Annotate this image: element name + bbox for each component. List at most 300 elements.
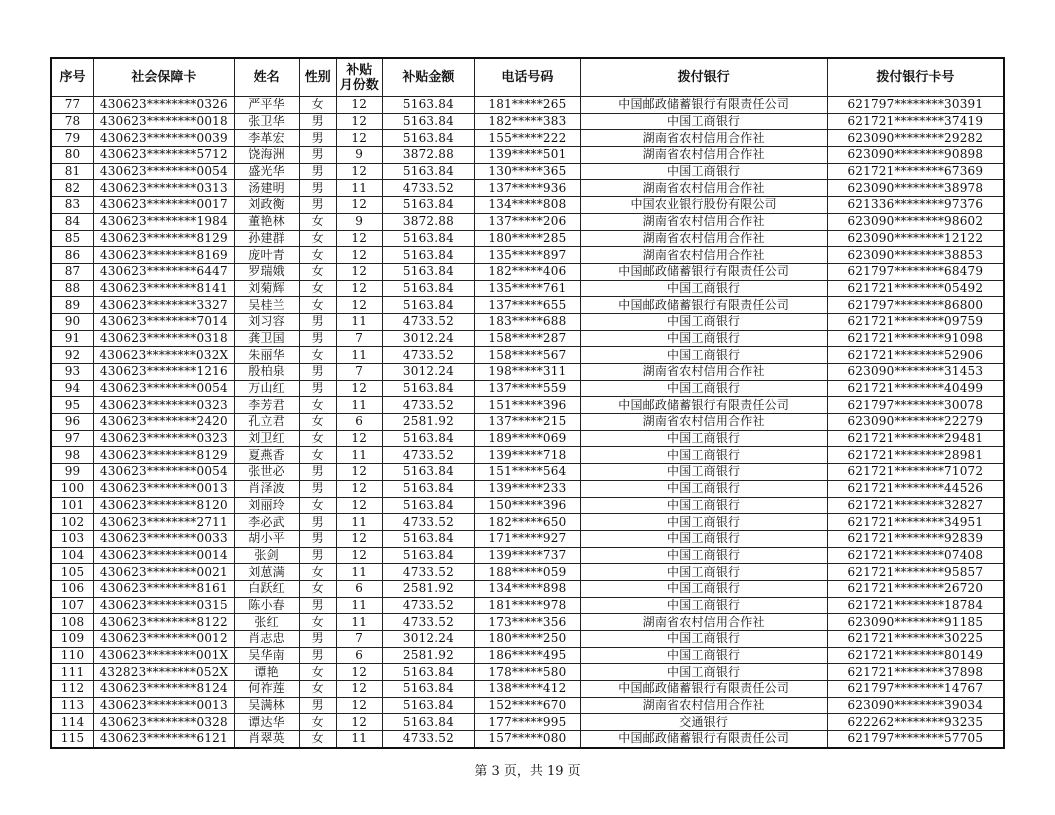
cell-social-security-card: 430623********8141 <box>94 280 235 297</box>
cell-seq: 111 <box>51 664 94 681</box>
cell-amount: 5163.84 <box>382 247 475 264</box>
table-row <box>51 180 1004 197</box>
cell-bank: 中国工商银行 <box>580 631 827 648</box>
cell-amount: 5163.84 <box>382 430 475 447</box>
cell-months: 11 <box>336 614 382 631</box>
cell-name: 张剑 <box>234 547 299 564</box>
cell-months: 12 <box>336 247 382 264</box>
header-bank: 拨付银行 <box>580 58 827 97</box>
cell-bank: 湖南省农村信用合作社 <box>580 697 827 714</box>
cell-seq: 87 <box>51 263 94 280</box>
table-row <box>51 514 1004 531</box>
table-row <box>51 647 1004 664</box>
cell-bank-card: 623090********39034 <box>827 697 1004 714</box>
cell-gender: 女 <box>299 580 336 597</box>
cell-name: 何祚莲 <box>234 681 299 698</box>
cell-months: 7 <box>336 631 382 648</box>
cell-gender: 女 <box>299 664 336 681</box>
cell-seq: 96 <box>51 414 94 431</box>
cell-amount: 4733.52 <box>382 731 475 748</box>
cell-bank: 湖南省农村信用合作社 <box>580 180 827 197</box>
cell-bank-card: 621721********32827 <box>827 497 1004 514</box>
cell-name: 刘丽玲 <box>234 497 299 514</box>
cell-seq: 101 <box>51 497 94 514</box>
cell-bank-card: 623090********22279 <box>827 414 1004 431</box>
cell-bank-card: 621721********29481 <box>827 430 1004 447</box>
cell-gender: 男 <box>299 697 336 714</box>
cell-gender: 女 <box>299 414 336 431</box>
cell-seq: 86 <box>51 247 94 264</box>
cell-name: 胡小平 <box>234 530 299 547</box>
cell-gender: 女 <box>299 564 336 581</box>
cell-gender: 女 <box>299 347 336 364</box>
cell-social-security-card: 430623********6121 <box>94 731 235 748</box>
cell-phone: 137*****206 <box>475 213 580 230</box>
cell-gender: 男 <box>299 113 336 130</box>
cell-amount: 5163.84 <box>382 97 475 114</box>
header-phone: 电话号码 <box>475 58 580 97</box>
cell-months: 12 <box>336 530 382 547</box>
cell-gender: 男 <box>299 364 336 381</box>
cell-seq: 98 <box>51 447 94 464</box>
cell-amount: 5163.84 <box>382 130 475 147</box>
cell-name: 张红 <box>234 614 299 631</box>
cell-months: 11 <box>336 180 382 197</box>
cell-gender: 男 <box>299 380 336 397</box>
table-row <box>51 447 1004 464</box>
table-row <box>51 614 1004 631</box>
cell-bank-card: 623090********12122 <box>827 230 1004 247</box>
cell-amount: 4733.52 <box>382 447 475 464</box>
cell-gender: 男 <box>299 197 336 214</box>
cell-social-security-card: 430623********0326 <box>94 97 235 114</box>
cell-amount: 5163.84 <box>382 163 475 180</box>
cell-seq: 105 <box>51 564 94 581</box>
table-row <box>51 364 1004 381</box>
cell-name: 李芳君 <box>234 397 299 414</box>
cell-months: 12 <box>336 464 382 481</box>
table-row <box>51 147 1004 164</box>
cell-bank-card: 621721********26720 <box>827 580 1004 597</box>
cell-amount: 5163.84 <box>382 197 475 214</box>
cell-seq: 99 <box>51 464 94 481</box>
cell-months: 9 <box>336 147 382 164</box>
cell-bank: 中国邮政储蓄银行有限责任公司 <box>580 681 827 698</box>
cell-bank-card: 621721********52906 <box>827 347 1004 364</box>
cell-bank-card: 621721********80149 <box>827 647 1004 664</box>
table-row <box>51 247 1004 264</box>
cell-amount: 5163.84 <box>382 113 475 130</box>
cell-name: 白跃红 <box>234 580 299 597</box>
cell-social-security-card: 430623********0313 <box>94 180 235 197</box>
cell-name: 殷柏泉 <box>234 364 299 381</box>
cell-months: 12 <box>336 714 382 731</box>
cell-name: 孙建群 <box>234 230 299 247</box>
cell-bank-card: 621721********07408 <box>827 547 1004 564</box>
table-row <box>51 397 1004 414</box>
cell-months: 12 <box>336 430 382 447</box>
cell-amount: 5163.84 <box>382 263 475 280</box>
cell-months: 11 <box>336 347 382 364</box>
cell-phone: 138*****412 <box>475 681 580 698</box>
cell-bank-card: 623090********98602 <box>827 213 1004 230</box>
cell-amount: 5163.84 <box>382 681 475 698</box>
cell-phone: 177*****995 <box>475 714 580 731</box>
cell-phone: 178*****580 <box>475 664 580 681</box>
cell-name: 谭达华 <box>234 714 299 731</box>
header-bank-card: 拨付银行卡号 <box>827 58 1004 97</box>
cell-bank: 湖南省农村信用合作社 <box>580 130 827 147</box>
cell-phone: 135*****761 <box>475 280 580 297</box>
cell-bank-card: 623090********29282 <box>827 130 1004 147</box>
cell-bank: 中国工商银行 <box>580 313 827 330</box>
cell-bank: 中国工商银行 <box>580 113 827 130</box>
table-row <box>51 731 1004 748</box>
header-amount: 补贴金额 <box>382 58 475 97</box>
cell-bank: 中国工商银行 <box>580 347 827 364</box>
cell-phone: 152*****670 <box>475 697 580 714</box>
cell-gender: 男 <box>299 631 336 648</box>
cell-social-security-card: 430623********0328 <box>94 714 235 731</box>
cell-seq: 100 <box>51 480 94 497</box>
cell-months: 11 <box>336 514 382 531</box>
cell-amount: 5163.84 <box>382 480 475 497</box>
cell-amount: 5163.84 <box>382 280 475 297</box>
cell-gender: 女 <box>299 213 336 230</box>
cell-amount: 5163.84 <box>382 547 475 564</box>
cell-phone: 150*****396 <box>475 497 580 514</box>
cell-seq: 85 <box>51 230 94 247</box>
cell-bank-card: 622262********93235 <box>827 714 1004 731</box>
cell-seq: 79 <box>51 130 94 147</box>
cell-bank-card: 621721********37419 <box>827 113 1004 130</box>
table-row <box>51 313 1004 330</box>
table-row <box>51 564 1004 581</box>
cell-social-security-card: 430623********7014 <box>94 313 235 330</box>
cell-amount: 2581.92 <box>382 647 475 664</box>
cell-months: 12 <box>336 263 382 280</box>
cell-name: 严平华 <box>234 97 299 114</box>
cell-name: 肖志忠 <box>234 631 299 648</box>
cell-gender: 男 <box>299 180 336 197</box>
header-months: 补贴 月份数 <box>336 58 382 97</box>
cell-amount: 4733.52 <box>382 397 475 414</box>
cell-bank-card: 621721********92839 <box>827 530 1004 547</box>
cell-months: 9 <box>336 213 382 230</box>
cell-bank: 中国工商银行 <box>580 597 827 614</box>
cell-name: 吴满林 <box>234 697 299 714</box>
cell-name: 吴华南 <box>234 647 299 664</box>
cell-phone: 180*****285 <box>475 230 580 247</box>
cell-bank-card: 621797********86800 <box>827 297 1004 314</box>
cell-bank: 中国邮政储蓄银行有限责任公司 <box>580 297 827 314</box>
cell-phone: 137*****936 <box>475 180 580 197</box>
cell-bank-card: 621721********95857 <box>827 564 1004 581</box>
cell-gender: 女 <box>299 614 336 631</box>
cell-seq: 92 <box>51 347 94 364</box>
cell-bank: 湖南省农村信用合作社 <box>580 230 827 247</box>
cell-bank: 湖南省农村信用合作社 <box>580 213 827 230</box>
table-row <box>51 580 1004 597</box>
cell-seq: 104 <box>51 547 94 564</box>
cell-seq: 80 <box>51 147 94 164</box>
cell-social-security-card: 430623********0021 <box>94 564 235 581</box>
cell-gender: 女 <box>299 731 336 748</box>
cell-phone: 188*****059 <box>475 564 580 581</box>
cell-seq: 97 <box>51 430 94 447</box>
cell-name: 谭艳 <box>234 664 299 681</box>
cell-phone: 130*****365 <box>475 163 580 180</box>
cell-months: 12 <box>336 497 382 514</box>
cell-seq: 102 <box>51 514 94 531</box>
table-row <box>51 430 1004 447</box>
cell-phone: 183*****688 <box>475 313 580 330</box>
cell-name: 罗瑞娥 <box>234 263 299 280</box>
cell-seq: 81 <box>51 163 94 180</box>
cell-bank-card: 621721********71072 <box>827 464 1004 481</box>
table-row <box>51 464 1004 481</box>
cell-social-security-card: 430623********0323 <box>94 397 235 414</box>
cell-bank-card: 621721********37898 <box>827 664 1004 681</box>
cell-bank-card: 621797********30078 <box>827 397 1004 414</box>
cell-seq: 113 <box>51 697 94 714</box>
cell-name: 盛光华 <box>234 163 299 180</box>
cell-amount: 5163.84 <box>382 297 475 314</box>
cell-social-security-card: 430623********0323 <box>94 430 235 447</box>
cell-bank: 湖南省农村信用合作社 <box>580 247 827 264</box>
cell-social-security-card: 430623********0039 <box>94 130 235 147</box>
cell-gender: 女 <box>299 447 336 464</box>
cell-gender: 女 <box>299 97 336 114</box>
cell-months: 12 <box>336 380 382 397</box>
cell-name: 董艳林 <box>234 213 299 230</box>
cell-amount: 2581.92 <box>382 580 475 597</box>
cell-seq: 90 <box>51 313 94 330</box>
cell-name: 刘菊辉 <box>234 280 299 297</box>
cell-seq: 84 <box>51 213 94 230</box>
cell-name: 孔立君 <box>234 414 299 431</box>
cell-social-security-card: 430623********2420 <box>94 414 235 431</box>
cell-gender: 男 <box>299 547 336 564</box>
cell-gender: 男 <box>299 313 336 330</box>
cell-bank-card: 621797********14767 <box>827 681 1004 698</box>
cell-months: 11 <box>336 564 382 581</box>
cell-phone: 139*****737 <box>475 547 580 564</box>
table-row <box>51 664 1004 681</box>
cell-bank: 中国工商银行 <box>580 163 827 180</box>
table-row <box>51 480 1004 497</box>
cell-bank-card: 621797********68479 <box>827 263 1004 280</box>
cell-months: 11 <box>336 731 382 748</box>
cell-name: 夏燕香 <box>234 447 299 464</box>
cell-amount: 5163.84 <box>382 380 475 397</box>
table-row <box>51 113 1004 130</box>
cell-phone: 157*****080 <box>475 731 580 748</box>
cell-name: 肖泽波 <box>234 480 299 497</box>
cell-bank-card: 621721********67369 <box>827 163 1004 180</box>
cell-months: 12 <box>336 681 382 698</box>
cell-phone: 180*****250 <box>475 631 580 648</box>
cell-phone: 139*****501 <box>475 147 580 164</box>
cell-social-security-card: 430623********1216 <box>94 364 235 381</box>
cell-bank-card: 621721********18784 <box>827 597 1004 614</box>
cell-bank-card: 621797********30391 <box>827 97 1004 114</box>
cell-months: 12 <box>336 697 382 714</box>
cell-phone: 137*****559 <box>475 380 580 397</box>
cell-months: 6 <box>336 647 382 664</box>
cell-months: 11 <box>336 313 382 330</box>
cell-bank-card: 623090********38978 <box>827 180 1004 197</box>
cell-months: 12 <box>336 130 382 147</box>
cell-social-security-card: 430623********032X <box>94 347 235 364</box>
cell-bank-card: 621721********05492 <box>827 280 1004 297</box>
cell-bank-card: 623090********90898 <box>827 147 1004 164</box>
cell-phone: 155*****222 <box>475 130 580 147</box>
cell-bank: 中国工商银行 <box>580 530 827 547</box>
cell-social-security-card: 430623********8169 <box>94 247 235 264</box>
cell-phone: 181*****978 <box>475 597 580 614</box>
cell-seq: 106 <box>51 580 94 597</box>
cell-phone: 139*****718 <box>475 447 580 464</box>
cell-gender: 女 <box>299 297 336 314</box>
cell-gender: 男 <box>299 480 336 497</box>
cell-months: 11 <box>336 397 382 414</box>
cell-name: 刘习容 <box>234 313 299 330</box>
table-row <box>51 213 1004 230</box>
cell-months: 12 <box>336 113 382 130</box>
cell-amount: 4733.52 <box>382 564 475 581</box>
cell-bank: 中国邮政储蓄银行有限责任公司 <box>580 397 827 414</box>
cell-social-security-card: 430623********8124 <box>94 681 235 698</box>
cell-bank: 中国工商银行 <box>580 647 827 664</box>
cell-social-security-card: 430623********8129 <box>94 230 235 247</box>
cell-amount: 5163.84 <box>382 530 475 547</box>
cell-months: 12 <box>336 97 382 114</box>
cell-seq: 82 <box>51 180 94 197</box>
cell-name: 张世必 <box>234 464 299 481</box>
cell-months: 12 <box>336 280 382 297</box>
cell-seq: 109 <box>51 631 94 648</box>
header-social-security-card: 社会保障卡 <box>94 58 235 97</box>
cell-bank: 中国工商银行 <box>580 464 827 481</box>
cell-phone: 173*****356 <box>475 614 580 631</box>
cell-seq: 77 <box>51 97 94 114</box>
cell-gender: 男 <box>299 330 336 347</box>
cell-phone: 182*****650 <box>475 514 580 531</box>
cell-months: 12 <box>336 163 382 180</box>
cell-amount: 3012.24 <box>382 364 475 381</box>
cell-gender: 男 <box>299 147 336 164</box>
cell-amount: 4733.52 <box>382 313 475 330</box>
cell-social-security-card: 430623********0013 <box>94 697 235 714</box>
table-row <box>51 263 1004 280</box>
cell-bank-card: 621721********28981 <box>827 447 1004 464</box>
cell-amount: 3872.88 <box>382 147 475 164</box>
cell-social-security-card: 430623********0013 <box>94 480 235 497</box>
cell-gender: 男 <box>299 464 336 481</box>
cell-seq: 114 <box>51 714 94 731</box>
table-row <box>51 530 1004 547</box>
cell-phone: 137*****215 <box>475 414 580 431</box>
cell-seq: 89 <box>51 297 94 314</box>
cell-name: 万山红 <box>234 380 299 397</box>
cell-gender: 女 <box>299 230 336 247</box>
table-row <box>51 297 1004 314</box>
cell-bank: 中国邮政储蓄银行有限责任公司 <box>580 263 827 280</box>
cell-seq: 78 <box>51 113 94 130</box>
cell-bank: 中国邮政储蓄银行有限责任公司 <box>580 731 827 748</box>
table-row <box>51 197 1004 214</box>
cell-phone: 151*****396 <box>475 397 580 414</box>
cell-bank: 中国工商银行 <box>580 480 827 497</box>
cell-gender: 女 <box>299 714 336 731</box>
table-row <box>51 97 1004 114</box>
cell-bank-card: 621721********91098 <box>827 330 1004 347</box>
cell-months: 6 <box>336 580 382 597</box>
cell-phone: 151*****564 <box>475 464 580 481</box>
cell-social-security-card: 430623********3327 <box>94 297 235 314</box>
cell-gender: 男 <box>299 514 336 531</box>
cell-seq: 94 <box>51 380 94 397</box>
table-row <box>51 497 1004 514</box>
cell-seq: 91 <box>51 330 94 347</box>
cell-gender: 女 <box>299 681 336 698</box>
table-row <box>51 280 1004 297</box>
cell-amount: 4733.52 <box>382 180 475 197</box>
cell-seq: 108 <box>51 614 94 631</box>
cell-social-security-card: 430623********8161 <box>94 580 235 597</box>
cell-social-security-card: 430623********0018 <box>94 113 235 130</box>
cell-phone: 189*****069 <box>475 430 580 447</box>
cell-social-security-card: 430623********0315 <box>94 597 235 614</box>
cell-social-security-card: 430623********8120 <box>94 497 235 514</box>
table-row <box>51 347 1004 364</box>
cell-social-security-card: 430623********2711 <box>94 514 235 531</box>
cell-bank-card: 621336********97376 <box>827 197 1004 214</box>
cell-months: 6 <box>336 414 382 431</box>
cell-gender: 男 <box>299 647 336 664</box>
cell-bank-card: 621721********34951 <box>827 514 1004 531</box>
cell-seq: 107 <box>51 597 94 614</box>
cell-months: 11 <box>336 447 382 464</box>
cell-social-security-card: 430623********6447 <box>94 263 235 280</box>
cell-amount: 5163.84 <box>382 697 475 714</box>
cell-social-security-card: 430623********0017 <box>94 197 235 214</box>
header-name: 姓名 <box>234 58 299 97</box>
cell-phone: 158*****287 <box>475 330 580 347</box>
table-row <box>51 380 1004 397</box>
cell-amount: 4733.52 <box>382 614 475 631</box>
cell-months: 12 <box>336 230 382 247</box>
cell-bank-card: 621721********40499 <box>827 380 1004 397</box>
cell-amount: 3872.88 <box>382 213 475 230</box>
cell-bank-card: 621721********30225 <box>827 631 1004 648</box>
cell-gender: 女 <box>299 280 336 297</box>
cell-gender: 男 <box>299 530 336 547</box>
cell-gender: 男 <box>299 163 336 180</box>
cell-months: 12 <box>336 197 382 214</box>
cell-bank: 中国工商银行 <box>580 280 827 297</box>
cell-bank: 中国工商银行 <box>580 514 827 531</box>
cell-bank: 湖南省农村信用合作社 <box>580 364 827 381</box>
table-row <box>51 163 1004 180</box>
cell-name: 刘葸满 <box>234 564 299 581</box>
table-row <box>51 130 1004 147</box>
cell-bank: 中国工商银行 <box>580 564 827 581</box>
cell-social-security-card: 430623********1984 <box>94 213 235 230</box>
cell-name: 朱丽华 <box>234 347 299 364</box>
cell-phone: 135*****897 <box>475 247 580 264</box>
